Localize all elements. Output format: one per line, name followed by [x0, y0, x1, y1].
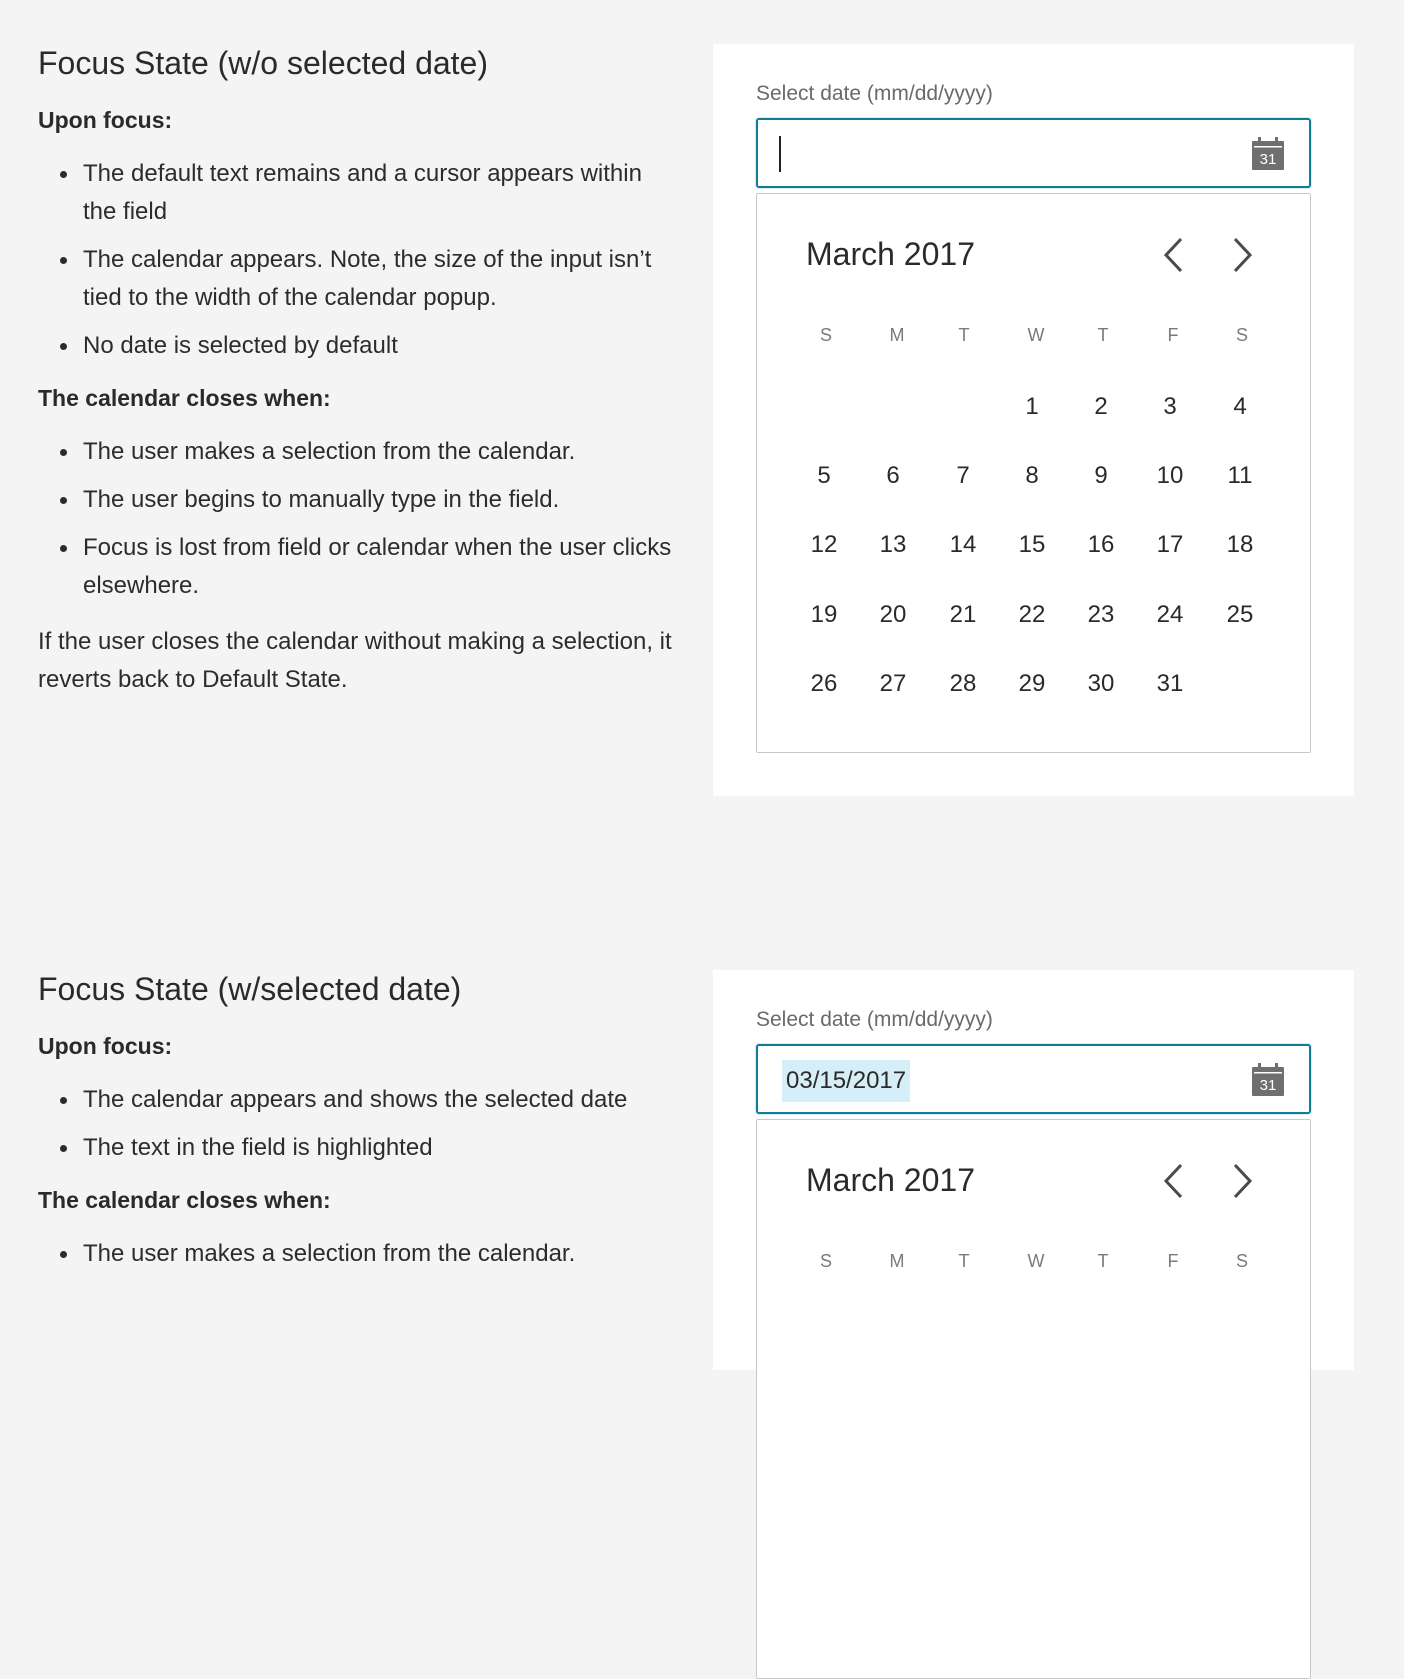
weekday-label: F — [1167, 325, 1179, 345]
date-input[interactable] — [756, 1044, 1311, 1114]
datepicker-demo-panel — [713, 44, 1354, 796]
upon-focus-heading: Upon focus: — [38, 107, 173, 133]
calendar-day[interactable]: 27 — [879, 670, 907, 697]
list-item: The user makes a selection from the calendar. — [38, 433, 678, 471]
section-title: Focus State (w/o selected date) — [38, 45, 488, 81]
weekday-label: S — [1235, 1251, 1248, 1271]
calendar-day[interactable]: 20 — [879, 601, 907, 628]
closes-list — [38, 433, 678, 605]
list-item: The default text remains and a cursor appears within the field — [38, 155, 678, 231]
weekday-label: T — [1097, 325, 1109, 345]
calendar-day[interactable]: 29 — [1018, 670, 1046, 697]
calendar-day[interactable]: 4 — [1233, 393, 1247, 420]
list-item: The user begins to manually type in the field. — [38, 481, 678, 519]
closes-heading: The calendar closes when: — [38, 1187, 331, 1213]
calendar-icon[interactable] — [1252, 1063, 1284, 1096]
calendar-day[interactable]: 2 — [1094, 393, 1108, 420]
doc-column — [38, 44, 678, 699]
calendar-day[interactable]: 6 — [886, 462, 900, 489]
calendar-day[interactable]: 7 — [956, 462, 970, 489]
calendar-day[interactable]: 14 — [949, 531, 977, 558]
calendar-day[interactable]: 25 — [1226, 601, 1254, 628]
calendar-day[interactable]: 30 — [1087, 670, 1115, 697]
weekday-label: T — [1097, 1251, 1109, 1271]
next-month-icon[interactable] — [1225, 1162, 1259, 1200]
text-cursor — [779, 136, 781, 172]
calendar-day[interactable]: 15 — [1018, 531, 1046, 558]
weekday-label: T — [958, 325, 970, 345]
weekday-label: M — [889, 1251, 905, 1271]
calendar-day[interactable]: 10 — [1156, 462, 1184, 489]
closes-list — [38, 1235, 678, 1273]
calendar-day[interactable]: 28 — [949, 670, 977, 697]
weekday-label: S — [819, 1251, 832, 1271]
next-month-icon[interactable] — [1225, 236, 1259, 274]
upon-focus-list — [38, 155, 678, 365]
closing-note: If the user closes the calendar without making a selection, it reverts back to Default State. — [38, 628, 672, 693]
list-item: The text in the field is highlighted — [38, 1129, 678, 1167]
date-field-label: Select date (mm/dd/yyyy) — [756, 82, 993, 105]
list-item: No date is selected by default — [38, 327, 678, 365]
weekday-label: T — [958, 1251, 970, 1271]
weekday-label: S — [819, 325, 832, 345]
svg-text:31: 31 — [1259, 151, 1277, 168]
calendar-day[interactable]: 23 — [1087, 601, 1115, 628]
doc-column — [38, 970, 678, 1291]
upon-focus-list — [38, 1081, 678, 1167]
previous-month-icon[interactable] — [1157, 236, 1191, 274]
calendar-day[interactable]: 3 — [1163, 393, 1177, 420]
weekday-header — [757, 325, 1312, 349]
calendar-day[interactable]: 9 — [1094, 462, 1108, 489]
month-title: March 2017 — [806, 236, 975, 272]
datepicker-demo-panel — [713, 970, 1354, 1370]
previous-month-icon[interactable] — [1157, 1162, 1191, 1200]
calendar-day[interactable]: 12 — [810, 531, 838, 558]
section-title: Focus State (w/selected date) — [38, 971, 462, 1007]
calendar-popup — [756, 1119, 1311, 1679]
calendar-day[interactable]: 8 — [1025, 462, 1039, 489]
calendar-day[interactable]: 22 — [1018, 601, 1046, 628]
date-field-label: Select date (mm/dd/yyyy) — [756, 1008, 993, 1031]
weekday-label: S — [1235, 325, 1248, 345]
calendar-day[interactable]: 26 — [810, 670, 838, 697]
calendar-day[interactable]: 21 — [949, 601, 977, 628]
calendar-day[interactable]: 11 — [1227, 462, 1253, 489]
calendar-icon[interactable] — [1252, 137, 1284, 170]
list-item: Focus is lost from field or calendar when the user clicks elsewhere. — [38, 529, 678, 605]
calendar-day[interactable]: 24 — [1156, 601, 1184, 628]
calendar-popup — [756, 193, 1311, 753]
upon-focus-heading: Upon focus: — [38, 1033, 173, 1059]
calendar-day[interactable]: 5 — [817, 462, 831, 489]
date-input[interactable] — [756, 118, 1311, 188]
month-title: March 2017 — [806, 1162, 975, 1198]
calendar-day[interactable]: 1 — [1025, 393, 1039, 420]
calendar-day[interactable]: 31 — [1156, 670, 1184, 697]
calendar-day[interactable]: 17 — [1156, 531, 1184, 558]
calendar-day[interactable]: 13 — [879, 531, 907, 558]
calendar-day[interactable]: 16 — [1087, 531, 1115, 558]
list-item: The user makes a selection from the calendar. — [38, 1235, 678, 1273]
date-input-value: 03/15/2017 — [782, 1060, 910, 1102]
calendar-day[interactable]: 19 — [810, 601, 838, 628]
weekday-label: W — [1027, 325, 1045, 345]
weekday-header — [757, 1251, 1312, 1275]
closes-heading: The calendar closes when: — [38, 385, 331, 411]
weekday-label: F — [1167, 1251, 1179, 1271]
weekday-label: W — [1027, 1251, 1045, 1271]
list-item: The calendar appears. Note, the size of the input isn’t tied to the width of the calendar popup. — [38, 241, 678, 317]
section-focus-with-date — [0, 926, 1404, 1326]
calendar-day[interactable]: 18 — [1226, 531, 1254, 558]
list-item: The calendar appears and shows the selected date — [38, 1081, 678, 1119]
weekday-label: M — [889, 325, 905, 345]
svg-text:31: 31 — [1259, 1077, 1277, 1094]
